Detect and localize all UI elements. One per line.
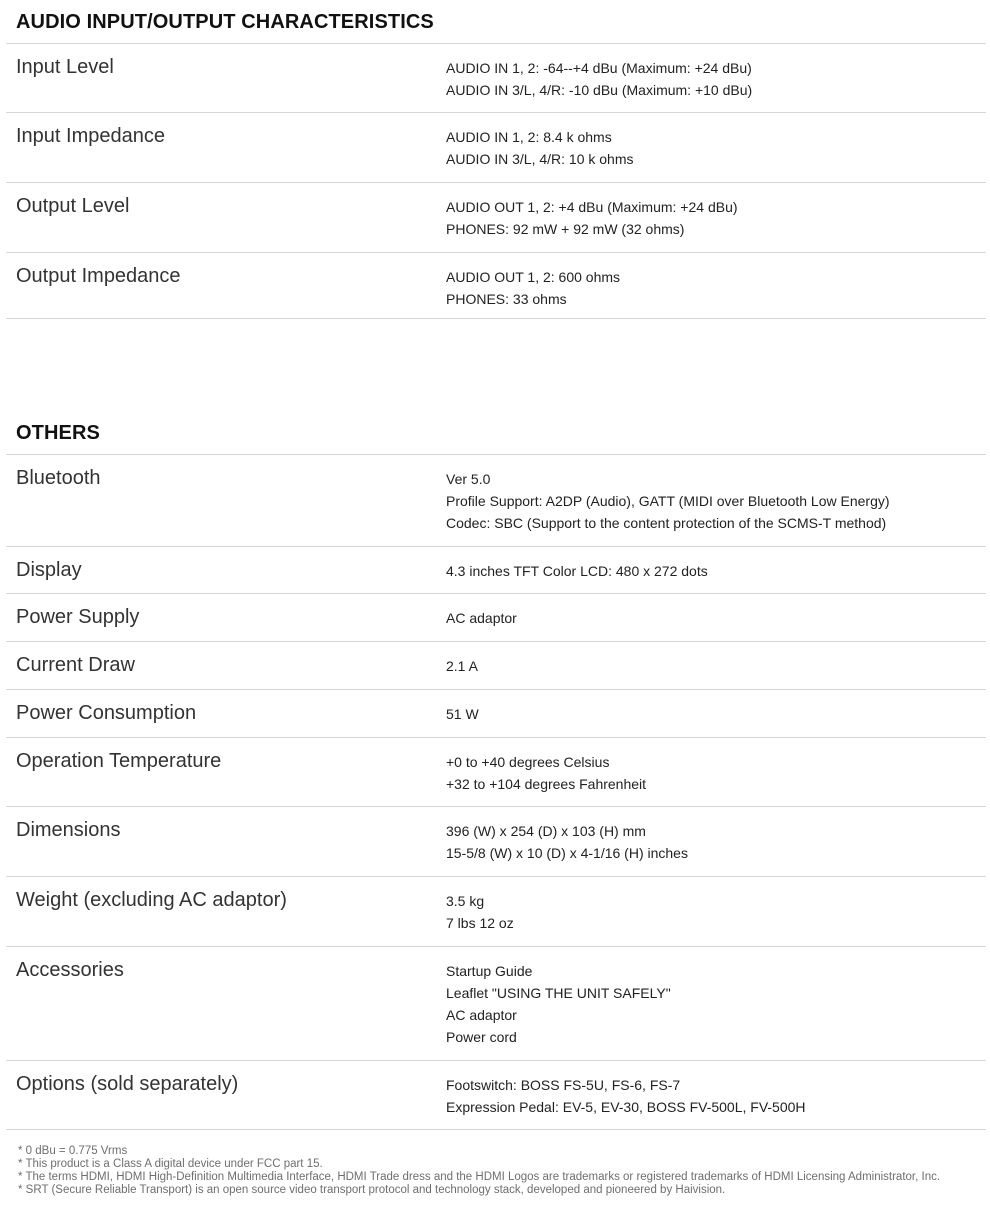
spec-row-power-supply	[6, 594, 986, 642]
spec-value: Footswitch: BOSS FS-5U, FS-6, FS-7	[446, 1077, 681, 1093]
spec-value: 396 (W) x 254 (D) x 103 (H) mm	[446, 823, 646, 839]
spec-value: Expression Pedal: EV-5, EV-30, BOSS FV-500L, FV-500H	[446, 1099, 806, 1115]
spec-label: Options (sold separately)	[16, 1073, 239, 1095]
spec-page	[6, 0, 986, 1130]
spec-values	[446, 455, 986, 546]
spec-row-dimensions	[6, 807, 986, 877]
spec-label: Operation Temperature	[16, 750, 222, 772]
spec-label: Power Supply	[16, 606, 140, 628]
spec-values	[446, 807, 986, 876]
spec-label: Output Level	[16, 195, 130, 217]
spec-value: Power cord	[446, 1029, 517, 1045]
spec-value: AUDIO IN 1, 2: 8.4 k ohms	[446, 129, 612, 145]
spec-row-operation-temperature	[6, 738, 986, 807]
spec-value: 51 W	[446, 706, 479, 722]
section-others	[6, 418, 986, 1130]
spec-values	[446, 877, 986, 946]
spec-values	[446, 44, 986, 112]
spec-value: AUDIO OUT 1, 2: +4 dBu (Maximum: +24 dBu)	[446, 199, 738, 215]
spec-label: Bluetooth	[16, 467, 101, 489]
spec-row-options	[6, 1061, 986, 1130]
section-title: OTHERS	[6, 418, 986, 455]
spec-value: PHONES: 33 ohms	[446, 291, 567, 307]
spec-label: Power Consumption	[16, 702, 197, 724]
spec-row-accessories	[6, 947, 986, 1061]
spec-value: AUDIO OUT 1, 2: 600 ohms	[446, 269, 621, 285]
spec-value: Codec: SBC (Support to the content protection of the SCMS-T method)	[446, 515, 887, 531]
footnote: * This product is a Class A digital device under FCC part 15.	[18, 1158, 323, 1170]
spec-label: Display	[16, 559, 82, 581]
spec-values	[446, 547, 986, 593]
spec-label: Current Draw	[16, 654, 135, 676]
spec-label: Weight (excluding AC adaptor)	[16, 889, 287, 911]
spec-label: Dimensions	[16, 819, 121, 841]
footnote: * SRT (Secure Reliable Transport) is an open source video transport protocol and technology stack, developed and pioneered by Haivision.	[18, 1184, 726, 1196]
spec-values	[446, 253, 986, 318]
spec-value: Leaflet "USING THE UNIT SAFELY"	[446, 985, 671, 1001]
section-title: AUDIO INPUT/OUTPUT CHARACTERISTICS	[6, 0, 986, 44]
spec-row-output-level	[6, 183, 986, 253]
spec-row-output-impedance	[6, 253, 986, 319]
spec-values	[446, 183, 986, 252]
spec-row-power-consumption	[6, 690, 986, 738]
spec-value: +0 to +40 degrees Celsius	[446, 754, 610, 770]
spec-value: AUDIO IN 3/L, 4/R: 10 k ohms	[446, 151, 634, 167]
spec-values	[446, 690, 986, 737]
spec-values	[446, 113, 986, 182]
spec-label: Input Impedance	[16, 125, 165, 147]
footnote: * 0 dBu = 0.775 Vrms	[18, 1145, 128, 1157]
spec-values	[446, 594, 986, 641]
spec-label: Accessories	[16, 959, 124, 981]
spec-value: 15-5/8 (W) x 10 (D) x 4-1/16 (H) inches	[446, 845, 688, 861]
spec-value: 2.1 A	[446, 658, 478, 674]
section-audio-io	[6, 0, 986, 319]
spec-value: 3.5 kg	[446, 893, 485, 909]
spec-row-input-impedance	[6, 113, 986, 183]
spec-value: 4.3 inches TFT Color LCD: 480 x 272 dots	[446, 563, 708, 579]
section-spacer	[6, 319, 986, 418]
spec-row-input-level	[6, 44, 986, 113]
spec-row-weight	[6, 877, 986, 947]
spec-row-bluetooth	[6, 455, 986, 547]
spec-value: Startup Guide	[446, 963, 533, 979]
spec-values	[446, 947, 986, 1060]
spec-value: PHONES: 92 mW + 92 mW (32 ohms)	[446, 221, 685, 237]
spec-values	[446, 642, 986, 689]
spec-value: 7 lbs 12 oz	[446, 915, 514, 931]
footnotes	[18, 1145, 958, 1197]
spec-value: AUDIO IN 1, 2: -64--+4 dBu (Maximum: +24 dBu)	[446, 60, 752, 76]
spec-value: AC adaptor	[446, 610, 517, 626]
spec-label: Input Level	[16, 56, 114, 78]
spec-value: AC adaptor	[446, 1007, 517, 1023]
footnote: * The terms HDMI, HDMI High-Definition Multimedia Interface, HDMI Trade dress and the HDMI Logos are trademarks or registered trademarks of HDMI Licensing Administrator, Inc.	[18, 1171, 941, 1183]
spec-row-display	[6, 547, 986, 594]
spec-values	[446, 738, 986, 806]
spec-value: AUDIO IN 3/L, 4/R: -10 dBu (Maximum: +10 dBu)	[446, 82, 753, 98]
spec-value: Profile Support: A2DP (Audio), GATT (MIDI over Bluetooth Low Energy)	[446, 493, 890, 509]
spec-row-current-draw	[6, 642, 986, 690]
spec-label: Output Impedance	[16, 265, 181, 287]
spec-values	[446, 1061, 986, 1129]
spec-value: Ver 5.0	[446, 471, 491, 487]
spec-value: +32 to +104 degrees Fahrenheit	[446, 776, 647, 792]
